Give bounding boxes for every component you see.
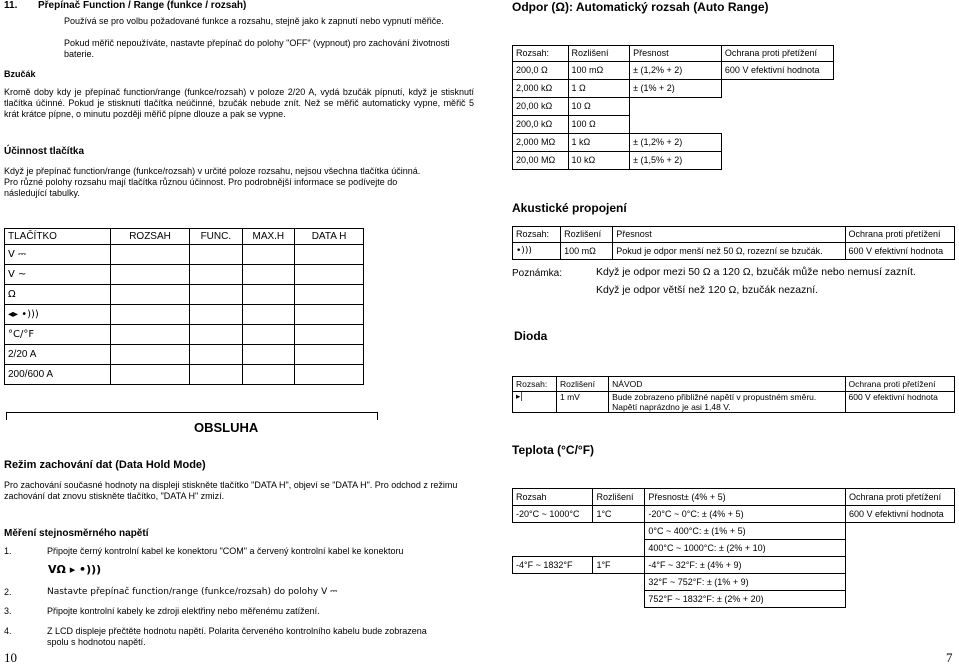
table-header-row — [513, 46, 834, 62]
resistance-table — [512, 45, 834, 170]
cell: 600 V efektivní hodnota — [845, 243, 955, 260]
buzzer-label: Bzučák — [4, 69, 36, 79]
note-line-1: Když je odpor mezi 50 Ω a 120 Ω, bzučák může nebo nemusí zaznít. — [596, 266, 916, 278]
cell: Pokud je odpor menší než 50 Ω, rozezní se bzučák. — [613, 243, 845, 260]
header-cell: Přesnost — [613, 227, 845, 243]
page-number-right: 7 — [946, 650, 953, 665]
note-line-2: Když je odpor větší než 120 Ω, bzučák nezazní. — [596, 284, 819, 296]
cell: 0°C ~ 400°C: ± (1% + 5) — [645, 523, 846, 540]
row-label: Ω — [5, 285, 111, 305]
header-cell: ROZSAH — [110, 229, 189, 245]
cell: ± (1,5% + 2) — [630, 152, 722, 170]
cell: 1 kΩ — [568, 134, 630, 152]
cell: ± (1,2% + 2) — [630, 134, 722, 152]
resistance-title: Odpor (Ω): Automatický rozsah (Auto Range) — [512, 0, 769, 14]
table-header-row — [513, 377, 955, 392]
table-row — [5, 245, 364, 265]
table-row — [513, 134, 834, 152]
acoustic-title: Akustické propojení — [512, 201, 627, 215]
header-cell: FUNC. — [190, 229, 242, 245]
header-cell: Rozsah: — [513, 377, 557, 392]
section-title: Přepínač Function / Range (funkce / rozsah) — [38, 0, 247, 11]
header-cell: Rozlišení — [561, 227, 613, 243]
cell: 1 mV — [556, 392, 608, 413]
header-cell: Přesnost± (4% + 5) — [645, 489, 846, 506]
cell: 100 Ω — [568, 116, 630, 134]
table-row — [5, 365, 364, 385]
cell: 1°C — [593, 506, 645, 523]
obsluha-heading: OBSLUHA — [194, 420, 259, 435]
dc-step-3: Připojte kontrolní kabely ke zdroji elektřiny nebo měřenému zatížení. — [47, 606, 320, 616]
jack-symbols: VΩ ▸ •))) — [48, 563, 102, 576]
cell: 1 Ω — [568, 80, 630, 98]
cell: -4°F ~ 32°F: ± (4% + 9) — [645, 557, 846, 574]
dc-step-4: Z LCD displeje přečtěte hodnotu napětí. Polarita červeného kontrolního kabelu bude zobrazena spolu s hodnotou napětí. — [47, 626, 427, 647]
table-row — [5, 265, 364, 285]
table-header-row — [5, 229, 364, 245]
header-cell: Ochrana proti přetížení — [845, 227, 955, 243]
table-row — [513, 574, 955, 591]
header-cell: NÁVOD — [609, 377, 845, 392]
row-label: V ~ — [5, 265, 111, 285]
acoustic-table — [512, 226, 955, 260]
cell: ± (1,2% + 2) — [630, 62, 722, 80]
divider — [6, 412, 378, 420]
table-row — [513, 116, 834, 134]
header-cell: DATA H — [295, 229, 364, 245]
header-cell: TLAČÍTKO — [5, 229, 111, 245]
header-cell: Rozsah: — [513, 227, 561, 243]
row-label: V ⎓ — [5, 245, 111, 265]
section-number: 11. — [4, 0, 18, 11]
cell: 2,000 MΩ — [513, 134, 569, 152]
cell: 20,00 kΩ — [513, 98, 569, 116]
button-effect-text: Když je přepínač function/range (funkce/rozsah) v určité poloze rozsahu, nejsou všechna tlačítka účinná. Pro různé polohy rozsahu mají tlačítka různou účinnost. Pro podrobnější informace se podívejte do následující tabulky. — [4, 166, 421, 198]
cell: -20°C ~ 0°C: ± (4% + 5) — [645, 506, 846, 523]
dc-voltage-title: Měření stejnosměrného napětí — [4, 528, 149, 539]
cell: 20,00 MΩ — [513, 152, 569, 170]
table-row — [513, 591, 955, 608]
off-position-note: Pokud měřič nepoužíváte, nastavte přepínač do polohy "OFF" (vypnout) pro zachování životnosti baterie. — [64, 38, 450, 59]
cell: -20°C ~ 1000°C — [513, 506, 593, 523]
button-effect-table — [4, 228, 364, 385]
continuity-icon: •))) — [513, 243, 561, 260]
cell: 32°F ~ 752°F: ± (1% + 9) — [645, 574, 846, 591]
page-number-left: 10 — [4, 650, 17, 665]
header-cell: Rozlišení — [556, 377, 608, 392]
step-number: 2. — [4, 587, 12, 597]
data-hold-title: Režim zachování dat (Data Hold Mode) — [4, 459, 206, 471]
dc-step-1: Připojte černý kontrolní kabel ke konektoru "COM" a červený kontrolní kabel ke konektoru — [47, 546, 404, 556]
cell: 1°F — [593, 557, 645, 574]
table-row — [513, 557, 955, 574]
header-cell: Rozlišení — [568, 46, 630, 62]
table-row — [513, 523, 955, 540]
header-cell: Ochrana proti přetížení — [845, 377, 955, 392]
cell: 10 kΩ — [568, 152, 630, 170]
cell: 2,000 kΩ — [513, 80, 569, 98]
row-label: 200/600 A — [5, 365, 111, 385]
table-row — [5, 345, 364, 365]
table-row — [5, 325, 364, 345]
cell: 200,0 Ω — [513, 62, 569, 80]
row-label: °C/°F — [5, 325, 111, 345]
note-label: Poznámka: — [512, 268, 563, 279]
table-row — [513, 80, 834, 98]
row-label: 2/20 A — [5, 345, 111, 365]
cell: Napětí naprázdno je asi 1,48 V. — [612, 402, 731, 412]
header-cell: Rozlišení — [593, 489, 645, 506]
header-cell: Ochrana proti přetížení — [846, 489, 955, 506]
cell: 600 V efektivní hodnota — [846, 506, 955, 523]
header-cell: Přesnost — [630, 46, 722, 62]
table-row — [513, 98, 834, 116]
function-switch-desc: Používá se pro volbu požadované funkce a rozsahu, stejně jako k zapnutí nebo vypnutí měřiče. — [64, 16, 444, 26]
table-row — [5, 285, 364, 305]
cell: ± (1% + 2) — [630, 80, 722, 98]
diode-table — [512, 376, 955, 413]
table-row — [513, 540, 955, 557]
diode-icon: ▸| — [513, 392, 557, 413]
temperature-table — [512, 488, 955, 608]
cell: 752°F ~ 1832°F: ± (2% + 20) — [645, 591, 846, 608]
table-row — [513, 152, 834, 170]
header-cell: Rozsah — [513, 489, 593, 506]
cell: 600 V efektivní hodnota — [845, 392, 955, 413]
buzzer-text: Kromě doby kdy je přepínač function/range (funkce/rozsah) v poloze 2/20 A, vydá bzučák pípnutí, když je stisknutí tlačítka účinné. Pokud je stisknutí tlačítka neúčinné, bzučák nebude znít. Než se měřič automaticky vypne, měřič 5 krát krátce pípne, o minutu později měřič pípne dlouze a pak se vypne. — [4, 87, 474, 119]
row-label: ◂▸ •))) — [5, 305, 111, 325]
header-cell: Ochrana proti přetížení — [721, 46, 833, 62]
step-number: 1. — [4, 546, 12, 556]
dc-step-2: Nastavte přepínač function/range (funkce/rozsah) do polohy V ⎓ — [47, 587, 338, 597]
table-row — [513, 506, 955, 523]
cell: 100 mΩ — [568, 62, 630, 80]
header-cell: Rozsah: — [513, 46, 569, 62]
cell: 200,0 kΩ — [513, 116, 569, 134]
cell: 10 Ω — [568, 98, 630, 116]
cell: 600 V efektivní hodnota — [721, 62, 833, 80]
step-number: 4. — [4, 626, 12, 636]
cell: Bude zobrazeno přibližné napětí v propustném směru. — [612, 392, 817, 402]
diode-title: Dioda — [514, 329, 548, 343]
header-cell: MAX.H — [242, 229, 294, 245]
table-row — [513, 243, 955, 260]
table-row — [513, 62, 834, 80]
button-effect-title: Účinnost tlačítka — [4, 146, 85, 157]
temperature-title: Teplota (°C/°F) — [512, 443, 595, 457]
cell: 100 mΩ — [561, 243, 613, 260]
table-header-row — [513, 489, 955, 506]
cell: 400°C ~ 1000°C: ± (2% + 10) — [645, 540, 846, 557]
cell: -4°F ~ 1832°F — [513, 557, 593, 574]
table-header-row — [513, 227, 955, 243]
step-number: 3. — [4, 606, 12, 616]
data-hold-text: Pro zachování současné hodnoty na displeji stiskněte tlačítko "DATA H", objeví se "DATA H". Pro odchod z režimu zachování dat znovu stiskněte tlačítko, "DATA H" zmizí. — [4, 480, 458, 501]
table-row — [513, 392, 955, 413]
table-row — [5, 305, 364, 325]
